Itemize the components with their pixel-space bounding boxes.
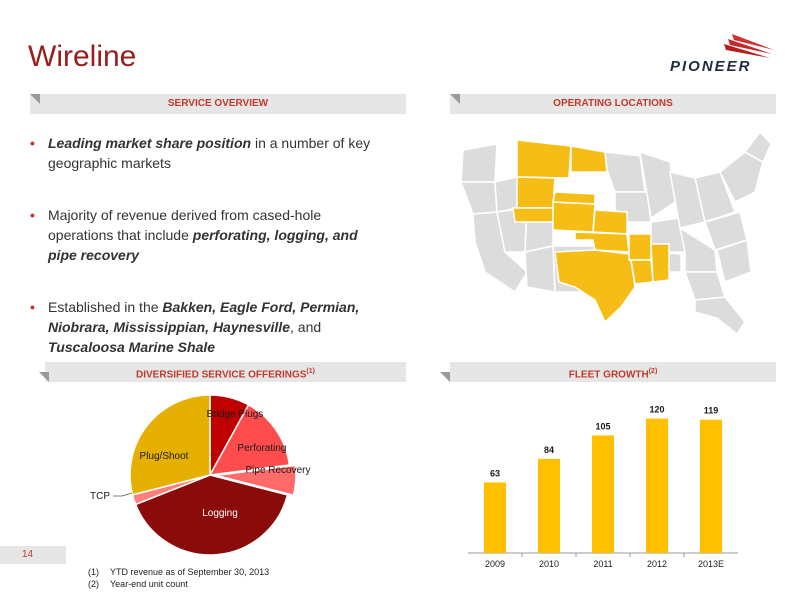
pie-label: Bridge Plugs: [206, 409, 264, 420]
state-colorado: [553, 202, 595, 232]
corner-decoration: [30, 94, 40, 104]
service-offerings-pie-chart: [60, 385, 400, 560]
bar-value-label: 119: [703, 405, 719, 416]
state-shape: [685, 272, 725, 300]
x-tick-label: 2009: [484, 559, 506, 569]
pie-label: TCP: [90, 491, 110, 502]
corner-decoration: [450, 94, 460, 104]
corner-decoration: [440, 372, 450, 382]
logo-text: PIONEER: [670, 58, 752, 75]
pie-label: Perforating: [237, 443, 287, 454]
pie-label: Logging: [202, 508, 238, 519]
bar: [646, 419, 668, 553]
bullet-item: • Established in the Bakken, Eagle Ford, Permian, Niobrara, Mississippian, Haynesville, and Tuscaloosa Marine Shale: [30, 299, 360, 355]
state-nebraska-ne: [553, 192, 595, 204]
bar: [538, 459, 560, 553]
x-tick-label: 2010: [538, 559, 560, 569]
state-shape: [525, 246, 555, 292]
fleet-label: FLEET GROWTH: [568, 369, 649, 381]
state-shape: [605, 152, 645, 192]
footnote: (1) YTD revenue as of September 30, 2013: [88, 567, 270, 577]
diversified-label: DIVERSIFIED SERVICE OFFERINGS: [136, 369, 307, 381]
state-montana: [517, 140, 571, 178]
bullet-item: • Leading market share position in a number of key geographic markets: [30, 135, 371, 171]
state-kansas: [593, 210, 627, 234]
diversified-footnote-ref: (1): [306, 368, 315, 375]
bar: [592, 435, 614, 553]
state-shape: [461, 144, 497, 182]
section-operating-locations: OPERATING LOCATIONS: [450, 94, 776, 114]
bar: [700, 420, 722, 553]
state-utah-colorado: [513, 208, 553, 222]
bar-value-label: 63: [489, 468, 501, 479]
bullet-text: Leading market share position in a number of key geographic markets: [48, 135, 371, 171]
state-wyoming: [517, 177, 555, 208]
bar-value-label: 105: [595, 421, 611, 432]
us-map: [455, 122, 775, 337]
bullet-text: Established in the Bakken, Eagle Ford, Permian, Niobrara, Mississippian, Haynesville, and Tuscaloosa Marine Shale: [48, 299, 360, 355]
bar-value-label: 120: [649, 404, 665, 415]
page-number: 14: [0, 546, 66, 564]
footnote: (2) Year-end unit count: [88, 579, 188, 589]
footnotes: [88, 566, 269, 590]
state-shape: [695, 297, 745, 334]
pie-label: Pipe Recovery: [245, 465, 311, 476]
fleet-footnote-ref: (2): [648, 368, 658, 375]
fleet-growth-bar-chart: [460, 385, 780, 580]
state-louisiana: [631, 260, 653, 284]
pie-leader-line: [113, 493, 132, 496]
pie-label: Plug/Shoot: [139, 451, 189, 462]
bar: [484, 482, 506, 553]
x-tick-label: 2012: [646, 559, 668, 569]
service-overview-bullets: [30, 133, 390, 389]
bar-value-label: 84: [543, 444, 555, 455]
bullet-item: • Majority of revenue derived from cased-hole operations that include perforating, logging, and pipe recovery: [30, 207, 358, 263]
x-tick-label: 2013E: [697, 559, 725, 569]
x-tick-label: 2011: [593, 559, 613, 569]
state-north-dakota: [571, 146, 607, 172]
state-mississippi: [651, 244, 669, 282]
page-title: Wireline: [28, 40, 137, 73]
section-fleet-growth: [450, 362, 776, 382]
bullet-text: Majority of revenue derived from cased-hole operations that include perforating, logging, and pipe recovery: [48, 207, 358, 263]
section-service-overview: SERVICE OVERVIEW: [30, 94, 406, 114]
state-shape: [461, 182, 497, 214]
state-shape: [495, 177, 517, 212]
state-arkansas: [629, 234, 651, 260]
